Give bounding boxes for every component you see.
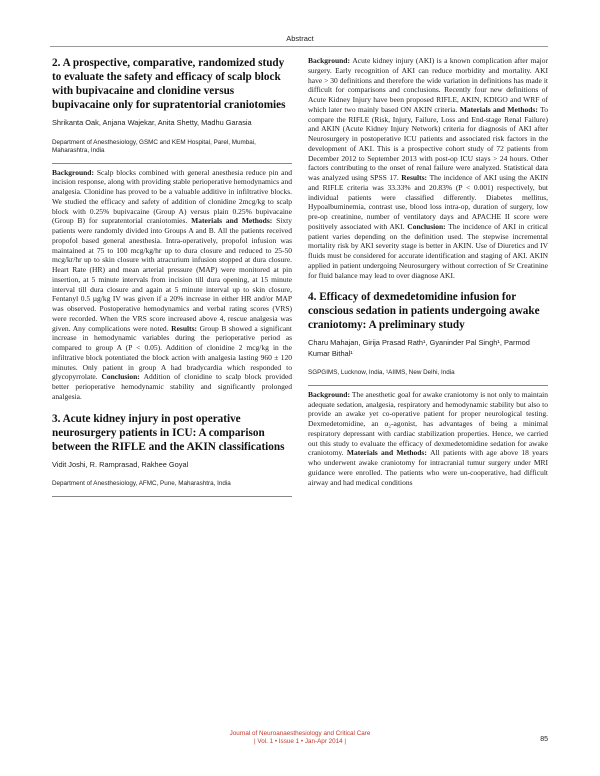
article-3-affiliation: Department of Anesthesiology, AFMC, Pune, Maharashtra, India (52, 480, 231, 487)
background-text: Acute kidney injury (AKI) is a known complication after major surgery. Early recognition of AKI can reduce morbidity and mortality. AKI have > 30 definitions and therefore the wide variation in definitions has made it difficult for comparisons and conclusions. Recently four new definitions of Acute Kidney Injury have been proposed RIFLE, AKIN, KDIGO and WRF of which later two mainly based ON AKIN criteria. (308, 56, 548, 114)
background-label: Background: (52, 167, 97, 177)
page-number: 85 (540, 736, 548, 743)
article-2-abstract (52, 168, 292, 402)
journal-name: Journal of Neuroanaesthesiology and Critical Care (229, 730, 371, 737)
article-2-title: 2. A prospective, comparative, randomized study to evaluate the safety and efficacy of scalp block with bupivacaine and clonidine versus bupivacaine only for supratentorial craniotomies (52, 57, 286, 111)
article-3-authors: Vidit Joshi, R. Ramprasad, Rakhee Goyal (52, 459, 189, 469)
article-4-divider (308, 385, 548, 386)
journal-issue: | Vol. 1 • Issue 1 • Jan-Apr 2014 | (253, 738, 347, 745)
right-column (308, 56, 548, 497)
background-label: Background: (308, 389, 352, 399)
article-4-abstract (308, 390, 548, 488)
article-2-authors: Shrikanta Oak, Anjana Wajekar, Anita Shetty, Madhu Garasia (52, 118, 252, 127)
left-column (52, 56, 292, 501)
article-4-authors: Charu Mahajan, Girija Prasad Rath¹, Gyaninder Pal Singh¹, Parmod Kumar Bithal¹ (308, 338, 530, 358)
header-rule (50, 46, 548, 47)
conclusion-text: The incidence of AKI in critical patient varies depending on the definition used. The stepwise incremental mortality risk by AKI severity stage is better in AKIN. Use of Diuretics and IV fluids must be considered for accurate identification and staging of AKI. AKIN applied in patient undergoing Neurosurgery without correction of Sr Creatinine for fluid balance may lead to over diagnose AKI. (308, 221, 549, 280)
results-label: Results: (401, 173, 430, 182)
article-2-divider (52, 163, 292, 164)
background-text: Scalp blocks combined with general anesthesia reduce pin and incision response, along with providing stable perioperative hemodynamics and analgesia. Clonidine has proved to be a valuable additive in infiltrative blocks. We studied the efficacy and safety of addition of clonidine 2mcg/kg to scalp block with 0.25% bupivacaine (Group A) versus plain 0.25% bupivacaine (Group B) for supratentorial craniotomies. (52, 167, 292, 226)
methods-label: Materials and Methods: (346, 448, 431, 458)
article-3-title: 3. Acute kidney injury in post operative neurosurgery patients in ICU: A comparison between the RIFLE and the AKIN classifications (52, 412, 285, 453)
methods-text: All patients with age above 18 years who underwent awake craniotomy for intracranial tumur surgery under MRI guidance were enrolled. The patients who were un-cooperative, had difficult airway and had medical conditions (308, 448, 548, 487)
article-3-abstract (308, 56, 548, 280)
section-header: Abstract (286, 34, 314, 43)
results-text: The incidence of AKI using the AKIN and RIFLE criteria was 33.33% and 20.83% (P < 0.001) respectively, but individual patients were classified differently. Diabetes mellitus, Hypoalbuminemia, contrast use, blood loss intra-op, duration of surgery, low pre-op creatinine, number of ventilatory days and APACHE II score were positively associated with AKI. (308, 173, 548, 231)
article-3-divider (52, 496, 292, 497)
background-text: The anesthetic goal for awake craniotomy is not only to maintain adequate sedation, analgesia, respiratory and hemodynamic stability but also to provide an awake yet co-operative patient for proper neurological testing. Dexmedetomidine, an α₂-agonist, has advantages of being a minimal respiratory depressant with cardiac stabilization properties. Hence, we carried out this study to evaluate the efficacy of dexmedetomidine sedation for awake craniotomy. (308, 389, 548, 458)
methods-label: Materials and Methods: (191, 216, 277, 226)
conclusion-text: Addition of clonidine to scalp block provided better perioperative hemodynamic stability and significantly prolonged analgesia. (52, 372, 293, 401)
journal-footer (0, 730, 600, 746)
background-label: Background: (308, 56, 353, 65)
results-label: Results: (171, 323, 200, 333)
conclusion-label: Conclusion: (101, 372, 144, 382)
methods-text: To compare the RIFLE (Risk, Injury, Failure, Loss and End-stage Renal Failure) and AKIN (Acute Kidney Injury Network) criteria for diagnosis of AKI after Neurosurgery in postoperative ICU patients and associated risk factors in the development of AKI. This is a prospective cohort study of 72 patients from December 2012 to September 2013 with post-op ICU stays > 24 hours. Other factors contributing to the onset of renal failure were analyzed. Statistical data was analyzed using SPSS 17. (308, 104, 548, 182)
methods-text: Sixty patients were randomly divided into Groups A and B. All the patients received propofol based general anesthesia. Intra-operatively, propofol infusion was maintained at 75 to 100 mcg/kg/hr up to dura closure and reduced to 25-50 mcg/kr/hr up to skin closure with atracurium infusion stopped at dura closure. Heart Rate (HR) and mean arterial pressure (MAP) were monitored at pin insertion, at 5 minute intervals from incision till dura opening, at 15 minute interval till dura closure and again at 5 minute interval up to skin closure, Fentanyl 0.5 µg/kg IV was given if a 20% increase in either HR and/or MAP was observed. Postoperative hemodynamics and verbal rating scores (VRS) were recorded. When the VRS score increased above 4, rescue analgesia was given. Any complications were noted. (52, 216, 292, 333)
article-2-affiliation: Department of Anesthesiology, GSMC and KEM Hospital, Parel, Mumbai, Maharashtra, India (52, 138, 256, 154)
article-4-title: 4. Efficacy of dexmedetomidine infusion for conscious sedation in patients undergoing awake craniotomy: A preliminary study (308, 291, 540, 332)
methods-label: Materials and Methods: (459, 104, 541, 114)
article-4-affiliation: SGPGIMS, Lucknow, India, ¹AIIMS, New Delhi, India (308, 369, 455, 377)
results-text: Group B showed a significant increase in hemodynamic variables during the perioperative period as compared to group A (P < 0.05). Addition of clonidine 2 mcg/kg in the infiltrative block potentiated the block action with analgesia lasting 960 ± 120 minutes. Only patient in group A had bradycardia which responded to glycopyrrolate. (52, 323, 292, 382)
conclusion-label: Conclusion: (407, 221, 449, 231)
